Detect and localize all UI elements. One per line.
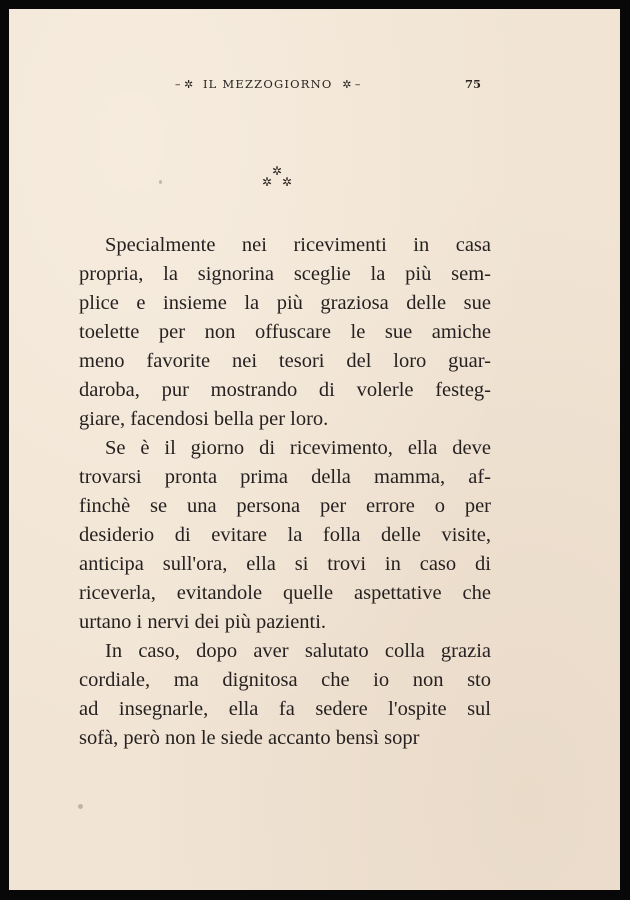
right-ornament: ✲ – — [342, 78, 361, 91]
text-line: ad insegnarle, ella fa sedere l'ospite sul — [79, 698, 491, 720]
asterism-star-top: ✲ — [272, 164, 283, 178]
asterism-star-right: ✲ — [282, 175, 293, 189]
body-text — [79, 231, 491, 753]
text-line: sofà, però non le siede accanto bensì sopr — [79, 727, 420, 749]
text-line: trovarsi pronta prima della mamma, af- — [79, 466, 491, 488]
text-line: urtano i nervi dei più pazienti. — [79, 611, 327, 633]
text-line: In caso, dopo aver salutato colla grazia — [105, 640, 491, 662]
paper-speck — [159, 180, 162, 184]
text-line: daroba, pur mostrando di volerle festeg- — [79, 379, 491, 401]
text-line: finchè se una persona per errore o per — [79, 495, 491, 517]
text-line: propria, la signorina sceglie la più sem- — [79, 263, 491, 285]
running-head-title: IL MEZZOGIORNO — [202, 77, 333, 91]
text-line: Specialmente nei ricevimenti in casa — [105, 234, 491, 256]
text-line: cordiale, ma dignitosa che io non sto — [79, 669, 491, 691]
left-ornament: – ✲ — [175, 78, 194, 91]
running-head — [175, 77, 360, 91]
page-number: 75 — [465, 77, 482, 91]
text-line: meno favorite nei tesori del loro guar- — [79, 350, 491, 372]
text-line: Se è il giorno di ricevimento, ella deve — [105, 437, 491, 459]
book-page — [9, 9, 620, 890]
paper-speck — [78, 804, 83, 809]
text-line: riceverla, evitandole quelle aspettative che — [79, 582, 491, 604]
text-line: plice e insieme la più graziosa delle sue — [79, 292, 491, 314]
text-line: toelette per non offuscare le sue amiche — [79, 321, 491, 343]
section-break-asterism — [261, 165, 293, 191]
text-line: anticipa sull'ora, ella si trovi in caso di — [79, 553, 491, 575]
page-header — [9, 75, 620, 95]
text-line: desiderio di evitare la folla delle visite, — [79, 524, 491, 546]
asterism-star-left: ✲ — [262, 175, 273, 189]
text-line: giare, facendosi bella per loro. — [79, 408, 329, 430]
